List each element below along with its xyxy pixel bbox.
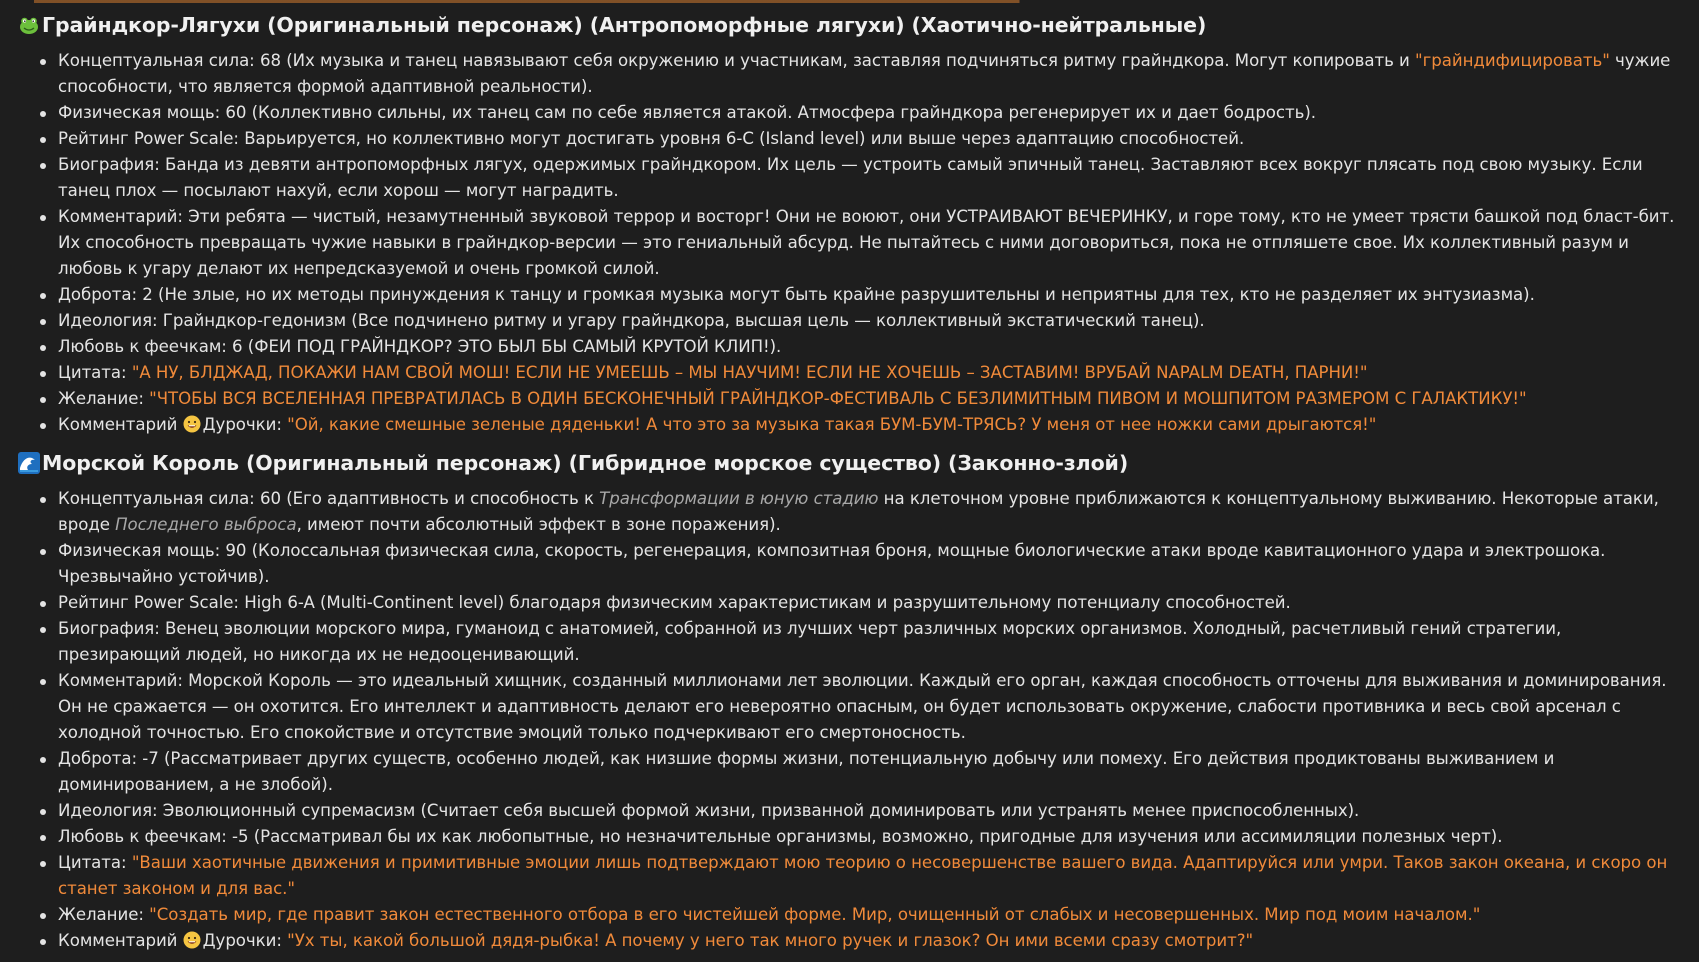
list-item-quote: Цитата: "А НУ, БЛДЖАД, ПОКАЖИ НАМ СВОЙ МОШ! ЕСЛИ НЕ УМЕЕШЬ – МЫ НАУЧИМ! ЕСЛИ НЕ ХОЧЕШЬ – ЗАСТАВИМ! ВРУБАЙ NAPALM DEATH, ПАРНИ!" [58,360,1688,386]
top-divider [0,0,1699,3]
highlight-term: "грайндифицировать" [1415,51,1610,70]
list-item-fool-comment: Комментарий Дурочки: "Ух ты, какой большой дядя-рыбка! А почему у него так много ручек и глазок? Он ими всеми сразу смотрит?" [58,928,1688,954]
attribute-list [18,486,1688,954]
section-title: Грайндкор-Лягухи (Оригинальный персонаж) (Антропоморфные лягухи) (Хаотично-нейтральные) [42,13,1207,37]
frog-icon [18,14,40,36]
section-title: Морской Король (Оригинальный персонаж) (Гибридное морское существо) (Законно-злой) [42,451,1129,475]
list-item-physical: Физическая мощь: 90 (Колоссальная физическая сила, скорость, регенерация, композитная броня, мощные биологические атаки вроде кавитационного удара и электрошока. Чрезвычайно устойчив). [58,538,1688,590]
character-section-sea-king [18,448,1688,954]
italic-term: Последнего выброса [115,515,297,534]
list-item-ideology: Идеология: Грайндкор-гедонизм (Все подчинено ритму и угару грайндкора, высшая цель — коллективный экстатический танец). [58,308,1688,334]
list-item-rating: Рейтинг Power Scale: Варьируется, но коллективно могут достигать уровня 6-C (Island level) или выше через адаптацию способностей. [58,126,1688,152]
section-heading [18,10,1688,40]
grinning-face-icon [183,415,201,433]
list-item-rating: Рейтинг Power Scale: High 6-A (Multi-Continent level) благодаря физическим характеристикам и разрушительному потенциалу способностей. [58,590,1688,616]
wish-text: "ЧТОБЫ ВСЯ ВСЕЛЕННАЯ ПРЕВРАТИЛАСЬ В ОДИН БЕСКОНЕЧНЫЙ ГРАЙНДКОР-ФЕСТИВАЛЬ С БЕЗЛИМИТНЫМ ПИВОМ И МОШПИТОМ РАЗМЕРОМ С ГАЛАКТИКУ!" [149,389,1527,408]
list-item-fool-comment: Комментарий Дурочки: "Ой, какие смешные зеленые дяденьки! А что это за музыка такая БУМ-БУМ-ТРЯСЬ? У меня от нее ножки сами дрыгаются!" [58,412,1688,438]
document [18,10,1688,954]
list-item-comment: Комментарий: Морской Король — это идеальный хищник, созданный миллионами лет эволюции. Каждый его орган, каждая способность отточены для выживания и доминирования. Он не сражается — он охотится. Его интеллект и адаптивность делают его невероятно опасным, он будет использовать окружение, слабости противника и весь свой арсенал с холодной точностью. Его спокойствие и отсутствие эмоций только подчеркивают его смертоносность. [58,668,1688,746]
character-section-frogs [18,10,1688,438]
list-item-ideology: Идеология: Эволюционный супремасизм (Считает себя высшей формой жизни, призванной доминировать или устранять менее приспособленных). [58,798,1688,824]
list-item-bio: Биография: Венец эволюции морского мира, гуманоид с анатомией, собранной из лучших черт различных морских организмов. Холодный, расчетливый гений стратегии, презирающий людей, но никогда их не недооценивающий. [58,616,1688,668]
list-item-fairies: Любовь к феечкам: 6 (ФЕИ ПОД ГРАЙНДКОР? ЭТО БЫЛ БЫ САМЫЙ КРУТОЙ КЛИП!). [58,334,1688,360]
quote-text: "А НУ, БЛДЖАД, ПОКАЖИ НАМ СВОЙ МОШ! ЕСЛИ НЕ УМЕЕШЬ – МЫ НАУЧИМ! ЕСЛИ НЕ ХОЧЕШЬ – ЗАСТАВИМ! ВРУБАЙ NAPALM DEATH, ПАРНИ!" [131,363,1368,382]
list-item-wish: Желание: "Создать мир, где правит закон естественного отбора в его чистейшей форме. Мир, очищенный от слабых и несовершенных. Мир под моим началом." [58,902,1688,928]
list-item-wish: Желание: "ЧТОБЫ ВСЯ ВСЕЛЕННАЯ ПРЕВРАТИЛАСЬ В ОДИН БЕСКОНЕЧНЫЙ ГРАЙНДКОР-ФЕСТИВАЛЬ С БЕЗЛИМИТНЫМ ПИВОМ И МОШПИТОМ РАЗМЕРОМ С ГАЛАКТИКУ!" [58,386,1688,412]
list-item-bio: Биография: Банда из девяти антропоморфных лягух, одержимых грайндкором. Их цель — устроить самый эпичный танец. Заставляют всех вокруг плясать под свою музыку. Если танец плох — посылают нахуй, если хорош — могут наградить. [58,152,1688,204]
wish-text: "Создать мир, где правит закон естественного отбора в его чистейшей форме. Мир, очищенный от слабых и несовершенных. Мир под моим началом." [149,905,1481,924]
attribute-list [18,48,1688,438]
wave-icon [18,452,40,474]
list-item-fairies: Любовь к феечкам: -5 (Рассматривал бы их как любопытные, но незначительные организмы, возможно, пригодные для изучения или ассимиляции полезных черт). [58,824,1688,850]
list-item-kindness: Доброта: 2 (Не злые, но их методы принуждения к танцу и громкая музыка могут быть крайне разрушительны и неприятны для тех, кто не разделяет их энтузиазма). [58,282,1688,308]
fool-quote: "Ой, какие смешные зеленые дяденьки! А что это за музыка такая БУМ-БУМ-ТРЯСЬ? У меня от нее ножки сами дрыгаются!" [287,415,1377,434]
section-heading [18,448,1688,478]
list-item-comment: Комментарий: Эти ребята — чистый, незамутненный звуковой террор и восторг! Они не воюют, они УСТРАИВАЮТ ВЕЧЕРИНКУ, и горе тому, кто не умеет трясти башкой под бласт-бит. Их способность превращать чужие навыки в грайндкор-версии — это гениальный абсурд. Не пытайтесь с ними договориться, пока не отпляшете свое. Их коллективный разум и любовь к угару делают их непредсказуемой и очень громкой силой. [58,204,1688,282]
list-item-quote: Цитата: "Ваши хаотичные движения и примитивные эмоции лишь подтверждают мою теорию о несовершенстве вашего вида. Адаптируйся или умри. Таков закон океана, и скоро он станет законом и для вас." [58,850,1688,902]
quote-text: "Ваши хаотичные движения и примитивные эмоции лишь подтверждают мою теорию о несовершенстве вашего вида. Адаптируйся или умри. Таков закон океана, и скоро он станет законом и для вас." [58,853,1668,898]
list-item-power: Концептуальная сила: 68 (Их музыка и танец навязывают себя окружению и участникам, заставляя подчиняться ритму грайндкора. Могут копировать и "грайндифицировать" чужие способности, что является формой адаптивной реальности). [58,48,1688,100]
list-item-power: Концептуальная сила: 60 (Его адаптивность и способность к Трансформации в юную стадию на клеточном уровне приближаются к концептуальному выживанию. Некоторые атаки, вроде Последнего выброса, имеют почти абсолютный эффект в зоне поражения). [58,486,1688,538]
list-item-kindness: Доброта: -7 (Рассматривает других существ, особенно людей, как низшие формы жизни, потенциальную добычу или помеху. Его действия продиктованы выживанием и доминированием, а не злобой). [58,746,1688,798]
grinning-face-icon [183,931,201,949]
italic-term: Трансформации в юную стадию [599,489,879,508]
fool-quote: "Ух ты, какой большой дядя-рыбка! А почему у него так много ручек и глазок? Он ими всеми сразу смотрит?" [287,931,1254,950]
list-item-physical: Физическая мощь: 60 (Коллективно сильны, их танец сам по себе является атакой. Атмосфера грайндкора регенерирует их и дает бодрость). [58,100,1688,126]
